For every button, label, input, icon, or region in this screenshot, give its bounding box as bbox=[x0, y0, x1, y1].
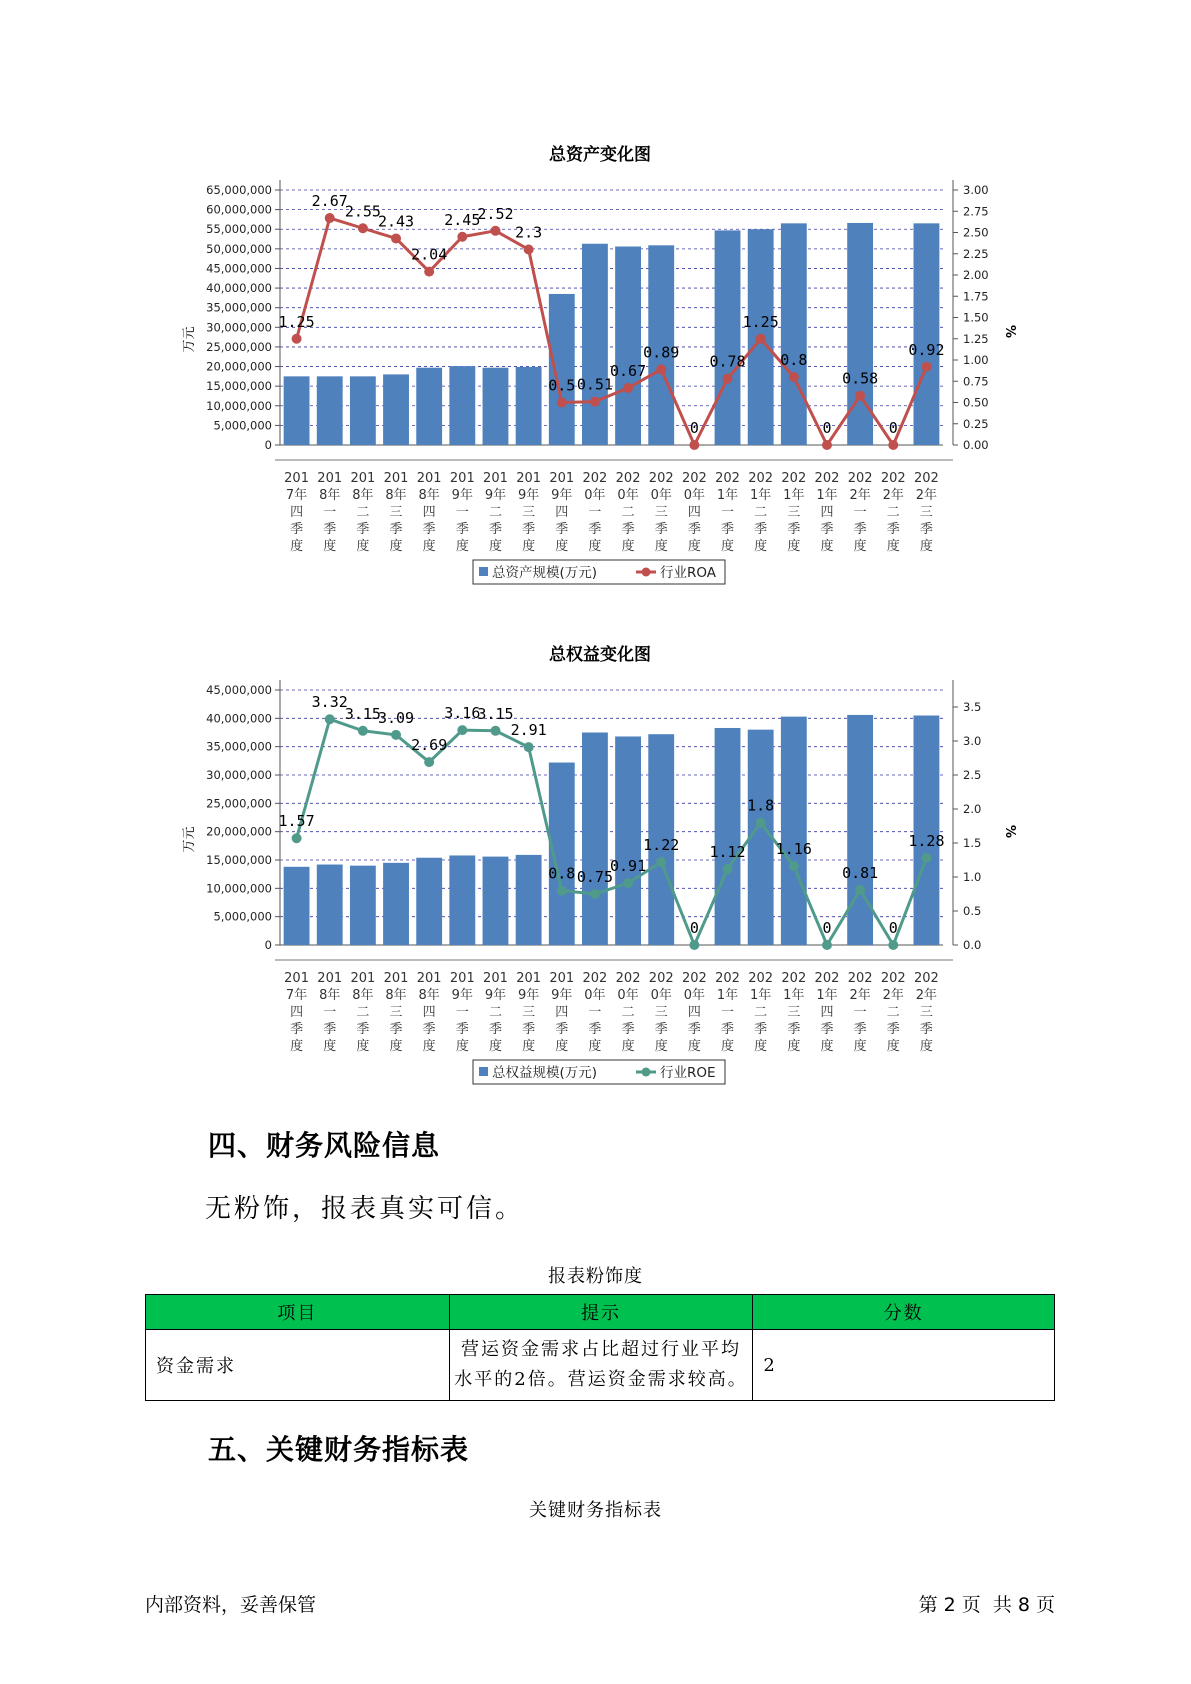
data-point bbox=[557, 886, 567, 896]
data-label: 3.15 bbox=[344, 704, 381, 723]
y-tick-label: 10,000,000 bbox=[206, 398, 272, 413]
y2-tick-label: 1.25 bbox=[963, 331, 989, 346]
y2-tick-label: 3.00 bbox=[963, 183, 989, 197]
x-tick-label: 202 1年四季度 bbox=[814, 471, 840, 554]
risk-table bbox=[145, 1294, 1055, 1401]
y2-axis-title: % bbox=[1002, 324, 1017, 339]
y2-tick-label: 1.75 bbox=[963, 289, 989, 304]
data-label: 0.91 bbox=[610, 857, 647, 876]
y-tick-label: 0 bbox=[264, 938, 272, 952]
legend-swatch-bar bbox=[479, 1067, 488, 1076]
data-label: 1.28 bbox=[908, 831, 945, 850]
y2-tick-label: 3.5 bbox=[963, 700, 982, 714]
bar bbox=[383, 863, 409, 945]
data-label: 2.04 bbox=[411, 245, 448, 264]
data-label: 0 bbox=[888, 919, 898, 937]
x-tick-label: 201 8年三季度 bbox=[383, 971, 409, 1054]
y-tick-label: 30,000,000 bbox=[206, 320, 272, 335]
x-tick-label: 202 0年二季度 bbox=[615, 971, 641, 1054]
x-tick-label: 201 8年三季度 bbox=[383, 471, 409, 554]
y-axis-title: 万元 bbox=[182, 326, 197, 353]
y2-tick-label: 1.00 bbox=[963, 353, 989, 367]
x-tick-label: 202 1年一季度 bbox=[715, 471, 740, 554]
bar bbox=[715, 230, 741, 445]
bar bbox=[615, 736, 641, 945]
x-tick-label: 202 1年一季度 bbox=[715, 971, 740, 1054]
bar bbox=[781, 223, 807, 445]
data-point bbox=[490, 226, 500, 236]
y2-tick-label: 1.50 bbox=[963, 310, 989, 325]
data-point bbox=[557, 398, 567, 408]
x-tick-label: 202 1年四季度 bbox=[814, 971, 840, 1054]
chart-title: 总权益变化图 bbox=[549, 645, 651, 665]
x-tick-label: 202 0年三季度 bbox=[648, 471, 674, 554]
data-label: 1.22 bbox=[643, 836, 680, 855]
bar bbox=[516, 855, 542, 945]
data-point bbox=[457, 725, 467, 735]
bar bbox=[516, 367, 542, 445]
data-point bbox=[490, 726, 500, 736]
data-point bbox=[424, 757, 434, 767]
bar bbox=[913, 223, 939, 445]
data-label: 1.16 bbox=[775, 840, 812, 859]
data-point bbox=[391, 233, 401, 243]
bar bbox=[582, 244, 608, 445]
x-tick-label: 202 2年二季度 bbox=[880, 971, 906, 1054]
key-metrics-heading: 五、关键财务指标表 bbox=[208, 1433, 470, 1466]
x-tick-label: 202 0年四季度 bbox=[681, 971, 707, 1054]
x-tick-label: 201 9年四季度 bbox=[549, 971, 575, 1054]
y2-tick-label: 2.50 bbox=[963, 225, 989, 240]
data-point bbox=[358, 726, 368, 736]
data-label: 2.91 bbox=[510, 721, 547, 740]
y-tick-label: 20,000,000 bbox=[206, 824, 272, 839]
x-tick-label: 202 1年二季度 bbox=[748, 971, 774, 1054]
x-tick-label: 202 2年一季度 bbox=[847, 471, 873, 554]
data-label: 0.67 bbox=[610, 362, 647, 381]
bar bbox=[350, 866, 376, 945]
data-label: 2.55 bbox=[344, 202, 381, 221]
bar bbox=[913, 716, 939, 946]
data-point bbox=[590, 889, 600, 899]
data-label: 0.92 bbox=[908, 340, 945, 359]
x-tick-label: 201 8年四季度 bbox=[416, 471, 442, 554]
x-tick-label: 201 9年二季度 bbox=[483, 971, 508, 1054]
data-point bbox=[358, 223, 368, 233]
data-label: 2.45 bbox=[444, 210, 481, 229]
data-point bbox=[292, 833, 302, 843]
y-tick-label: 60,000,000 bbox=[206, 202, 272, 217]
x-tick-label: 202 0年一季度 bbox=[582, 971, 608, 1054]
total-assets-chart-svg bbox=[0, 140, 1191, 590]
y2-tick-label: 0.25 bbox=[963, 416, 989, 431]
legend-marker-line bbox=[642, 568, 651, 577]
table-header-score: 分数 bbox=[753, 1295, 1055, 1330]
chart-legend bbox=[473, 560, 725, 584]
data-point bbox=[756, 334, 766, 344]
data-label: 3.16 bbox=[444, 704, 481, 723]
data-label: 2.43 bbox=[377, 212, 415, 231]
y-tick-label: 40,000,000 bbox=[206, 281, 272, 296]
bar bbox=[416, 858, 442, 945]
y-tick-label: 55,000,000 bbox=[206, 222, 272, 237]
legend-label-line: 行业ROE bbox=[660, 1065, 716, 1081]
data-point bbox=[424, 267, 434, 277]
bar bbox=[615, 246, 641, 445]
y2-axis-title: % bbox=[1002, 824, 1017, 839]
data-point bbox=[888, 440, 898, 450]
risk-section-heading: 四、财务风险信息 bbox=[208, 1129, 441, 1162]
bar bbox=[483, 857, 509, 945]
y2-tick-label: 0.0 bbox=[963, 938, 982, 952]
y2-tick-label: 2.5 bbox=[963, 768, 982, 782]
y-tick-label: 5,000,000 bbox=[213, 418, 272, 433]
data-point bbox=[822, 440, 832, 450]
bar bbox=[350, 376, 376, 445]
bar bbox=[284, 376, 310, 445]
x-tick-label: 202 0年二季度 bbox=[615, 471, 641, 554]
risk-summary-text: 无粉饰，报表真实可信。 bbox=[205, 1194, 525, 1224]
data-point bbox=[855, 885, 865, 895]
y2-tick-label: 1.0 bbox=[963, 870, 982, 884]
data-point bbox=[756, 818, 766, 828]
total-assets-chart bbox=[0, 140, 1191, 590]
data-point bbox=[656, 857, 666, 867]
total-equity-chart bbox=[0, 640, 1191, 1090]
data-point bbox=[921, 853, 931, 863]
chart-legend bbox=[473, 1060, 725, 1084]
x-tick-label: 202 0年三季度 bbox=[648, 971, 674, 1054]
y-tick-label: 20,000,000 bbox=[206, 359, 272, 374]
data-label: 0.51 bbox=[576, 375, 613, 394]
data-label: 2.52 bbox=[477, 204, 514, 223]
key-metrics-caption: 关键财务指标表 bbox=[529, 1500, 662, 1521]
y2-tick-label: 2.0 bbox=[963, 802, 982, 816]
bar bbox=[715, 728, 741, 945]
y-tick-label: 15,000,000 bbox=[206, 379, 272, 394]
data-point bbox=[789, 372, 799, 382]
data-label: 0.8 bbox=[548, 864, 576, 883]
data-label: 0 bbox=[822, 919, 832, 937]
data-label: 0.58 bbox=[842, 369, 879, 388]
x-tick-label: 201 9年一季度 bbox=[449, 971, 475, 1054]
y2-tick-label: 2.75 bbox=[963, 204, 989, 219]
data-label: 2.69 bbox=[411, 736, 448, 755]
bar bbox=[284, 867, 310, 945]
bar bbox=[582, 733, 608, 946]
bar bbox=[847, 715, 873, 945]
x-tick-label: 202 1年三季度 bbox=[781, 971, 807, 1054]
y-tick-label: 5,000,000 bbox=[213, 909, 272, 924]
y-tick-label: 35,000,000 bbox=[206, 300, 272, 315]
x-tick-label: 202 1年三季度 bbox=[781, 471, 807, 554]
x-tick-label: 202 0年四季度 bbox=[681, 471, 707, 554]
x-tick-label: 201 8年一季度 bbox=[317, 471, 343, 554]
x-tick-label: 202 1年二季度 bbox=[748, 471, 774, 554]
data-label: 1.57 bbox=[278, 812, 315, 831]
bar bbox=[416, 368, 442, 445]
bar bbox=[449, 366, 475, 445]
x-tick-label: 201 8年四季度 bbox=[416, 971, 442, 1054]
table-cell-item: 资金需求 bbox=[146, 1330, 450, 1401]
data-label: 0.75 bbox=[576, 868, 613, 886]
y-tick-label: 40,000,000 bbox=[206, 711, 272, 726]
data-label: 0.89 bbox=[643, 343, 680, 362]
data-label: 0.5 bbox=[548, 376, 576, 395]
data-label: 2.3 bbox=[515, 223, 543, 242]
y-tick-label: 30,000,000 bbox=[206, 768, 272, 782]
y-axis-title: 万元 bbox=[182, 826, 197, 853]
y-tick-label: 35,000,000 bbox=[206, 739, 272, 754]
y-tick-label: 45,000,000 bbox=[206, 683, 272, 697]
data-point bbox=[524, 245, 534, 255]
data-point bbox=[623, 878, 633, 888]
x-tick-label: 201 9年四季度 bbox=[549, 471, 575, 554]
y-tick-label: 25,000,000 bbox=[206, 796, 272, 811]
x-tick-label: 201 7年四季度 bbox=[284, 471, 309, 554]
y-tick-label: 0 bbox=[264, 438, 272, 452]
data-point bbox=[325, 714, 335, 724]
y2-tick-label: 2.25 bbox=[963, 246, 989, 261]
x-tick-label: 201 7年四季度 bbox=[284, 971, 309, 1054]
legend-swatch-bar bbox=[479, 567, 488, 576]
data-point bbox=[391, 730, 401, 740]
y2-tick-label: 3.0 bbox=[963, 734, 982, 748]
table-header-item: 项目 bbox=[146, 1295, 450, 1330]
x-tick-label: 201 8年二季度 bbox=[350, 971, 376, 1054]
y-tick-label: 25,000,000 bbox=[206, 339, 272, 354]
table-row bbox=[146, 1330, 1055, 1401]
data-point bbox=[888, 940, 898, 950]
data-label: 3.15 bbox=[477, 704, 514, 723]
y2-tick-label: 2.00 bbox=[963, 268, 989, 282]
risk-table-caption: 报表粉饰度 bbox=[548, 1266, 643, 1287]
data-label: 0 bbox=[689, 919, 699, 937]
data-label: 1.8 bbox=[747, 796, 775, 815]
y-tick-label: 50,000,000 bbox=[206, 241, 272, 256]
data-point bbox=[723, 374, 733, 384]
bar bbox=[317, 865, 343, 945]
data-label: 0 bbox=[822, 419, 832, 437]
data-label: 0.78 bbox=[709, 352, 746, 371]
data-point bbox=[822, 940, 832, 950]
x-tick-label: 202 2年三季度 bbox=[914, 971, 939, 1054]
x-tick-label: 201 9年三季度 bbox=[516, 471, 542, 554]
data-point bbox=[689, 440, 699, 450]
y-tick-label: 10,000,000 bbox=[206, 881, 272, 896]
bar bbox=[781, 717, 807, 945]
x-tick-label: 202 2年二季度 bbox=[880, 471, 906, 554]
data-point bbox=[325, 213, 335, 223]
y2-tick-label: 0.50 bbox=[963, 395, 989, 410]
legend-label-line: 行业ROA bbox=[660, 565, 717, 581]
data-point bbox=[623, 383, 633, 393]
x-tick-label: 201 8年二季度 bbox=[350, 471, 376, 554]
data-label: 0.8 bbox=[780, 351, 808, 369]
data-label: 2.67 bbox=[311, 192, 348, 211]
y-tick-label: 15,000,000 bbox=[206, 853, 272, 867]
data-point bbox=[723, 864, 733, 874]
bar bbox=[549, 294, 575, 445]
legend-label-bar: 总资产规模(万元) bbox=[492, 565, 598, 581]
bar bbox=[483, 368, 509, 445]
x-tick-label: 202 2年三季度 bbox=[914, 471, 939, 554]
data-label: 1.25 bbox=[742, 312, 779, 331]
data-label: 3.09 bbox=[377, 708, 415, 727]
data-label: 0.81 bbox=[842, 863, 879, 882]
data-label: 0 bbox=[888, 419, 898, 437]
bar bbox=[449, 855, 475, 945]
y2-tick-label: 0.5 bbox=[963, 904, 982, 918]
x-tick-label: 201 9年三季度 bbox=[516, 971, 542, 1054]
data-point bbox=[457, 232, 467, 242]
total-equity-chart-svg bbox=[0, 640, 1191, 1090]
footer-left: 内部资料，妥善保管 bbox=[145, 1594, 317, 1616]
y-tick-label: 45,000,000 bbox=[206, 261, 272, 276]
table-cell-hint: 营运资金需求占比超过行业平均水平的2倍。营运资金需求较高。 bbox=[449, 1330, 753, 1401]
data-point bbox=[855, 391, 865, 401]
chart-title: 总资产变化图 bbox=[549, 145, 651, 165]
data-label: 3.32 bbox=[311, 693, 348, 712]
data-label: 0 bbox=[689, 419, 699, 437]
y2-tick-label: 0.00 bbox=[963, 438, 989, 452]
y2-tick-label: 1.5 bbox=[963, 836, 982, 850]
table-header-hint: 提示 bbox=[449, 1295, 753, 1330]
data-point bbox=[590, 397, 600, 407]
data-point bbox=[689, 940, 699, 950]
bar bbox=[317, 376, 343, 445]
legend-label-bar: 总权益规模(万元) bbox=[492, 1065, 598, 1081]
data-point bbox=[789, 861, 799, 871]
data-point bbox=[524, 742, 534, 752]
x-tick-label: 201 9年二季度 bbox=[483, 471, 508, 554]
data-label: 1.12 bbox=[709, 842, 746, 861]
x-tick-label: 202 2年一季度 bbox=[847, 971, 873, 1054]
x-tick-label: 201 9年一季度 bbox=[449, 471, 475, 554]
data-label: 1.25 bbox=[278, 312, 315, 331]
y-tick-label: 65,000,000 bbox=[206, 183, 272, 197]
data-point bbox=[292, 334, 302, 344]
data-point bbox=[921, 362, 931, 372]
x-tick-label: 201 8年一季度 bbox=[317, 971, 343, 1054]
legend-marker-line bbox=[642, 1068, 651, 1077]
x-tick-label: 202 0年一季度 bbox=[582, 471, 608, 554]
table-cell-score: 2 bbox=[753, 1330, 1055, 1401]
data-point bbox=[656, 364, 666, 374]
footer-page-number: 第 2 页 共 8 页 bbox=[918, 1594, 1055, 1616]
y2-tick-label: 0.75 bbox=[963, 374, 989, 389]
bar bbox=[383, 374, 409, 445]
